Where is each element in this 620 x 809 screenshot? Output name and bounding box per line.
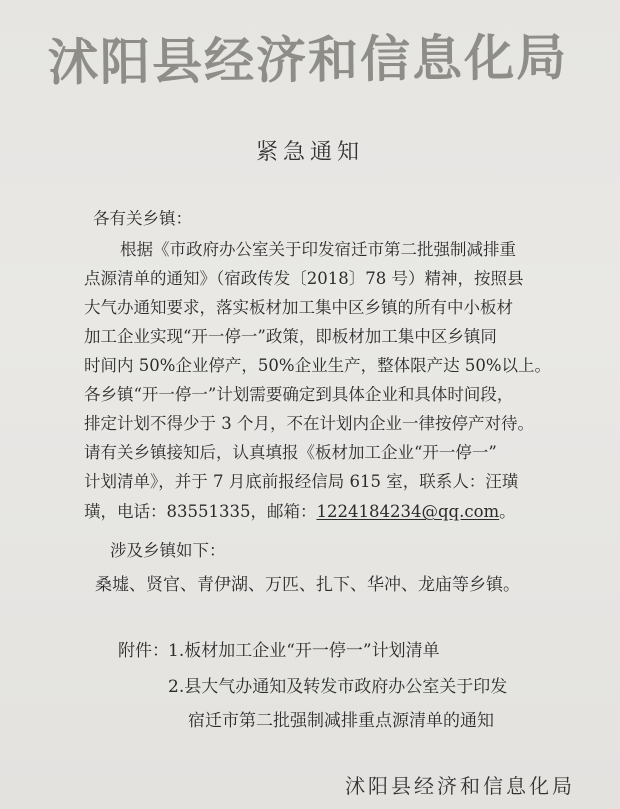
attachments-label: 附件： — [118, 641, 169, 661]
body-line-2: 点源清单的通知》（宿政传发〔2018〕78 号）精神，按照县 — [84, 269, 524, 288]
attachment-item-2-line-2: 宿迁市第二批强制减排重点源清单的通知 — [188, 711, 494, 731]
body-line-4: 加工企业实现“开一停一”政策，即板材加工集中区乡镇同 — [84, 327, 497, 346]
contact-end: 。 — [499, 502, 516, 521]
body-line-3: 大气办通知要求，落实板材加工集中区乡镇的所有中小板材 — [84, 298, 513, 317]
body-line-9: 计划清单》，并于 7 月底前报经信局 615 室，联系人：汪璜 — [84, 472, 519, 491]
attachment-item-1: 1.板材加工企业“开一停一”计划清单 — [168, 641, 440, 661]
towns-list: 桑墟、贤官、青伊湖、万匹、扎下、华冲、龙庙等乡镇。 — [95, 575, 520, 595]
letterhead-title: 沭阳县经济和信息化局 — [47, 28, 569, 92]
towns-heading: 涉及乡镇如下： — [110, 541, 226, 560]
body-line-6: 各乡镇“开一停一”计划需要确定到具体企业和具体时间段， — [84, 385, 514, 404]
contact-text: 璜，电话：83551335，邮箱： — [84, 502, 317, 521]
body-line-8: 请有关乡镇接知后，认真填报《板材加工企业“开一停一” — [84, 443, 497, 462]
body-line-5: 时间内 50%企业停产，50%企业生产，整体限产达 50%以上。 — [84, 356, 552, 375]
signature-org: 沭阳县经济和信息化局 — [345, 774, 575, 798]
contact-line — [84, 498, 516, 522]
email-link[interactable]: 1224184234@qq.com — [316, 502, 500, 521]
body-line-1: 根据《市政府办公室关于印发宿迁市第二批强制减排重 — [120, 240, 516, 259]
attachment-item-2-line-1: 2.县大气办通知及转发市政府办公室关于印发 — [168, 677, 508, 697]
salutation: 各有关乡镇： — [93, 209, 192, 228]
notice-title: 紧急通知 — [255, 140, 364, 165]
body-line-7: 排定计划不得少于 3 个月，不在计划内企业一律按停产对待。 — [84, 414, 534, 433]
